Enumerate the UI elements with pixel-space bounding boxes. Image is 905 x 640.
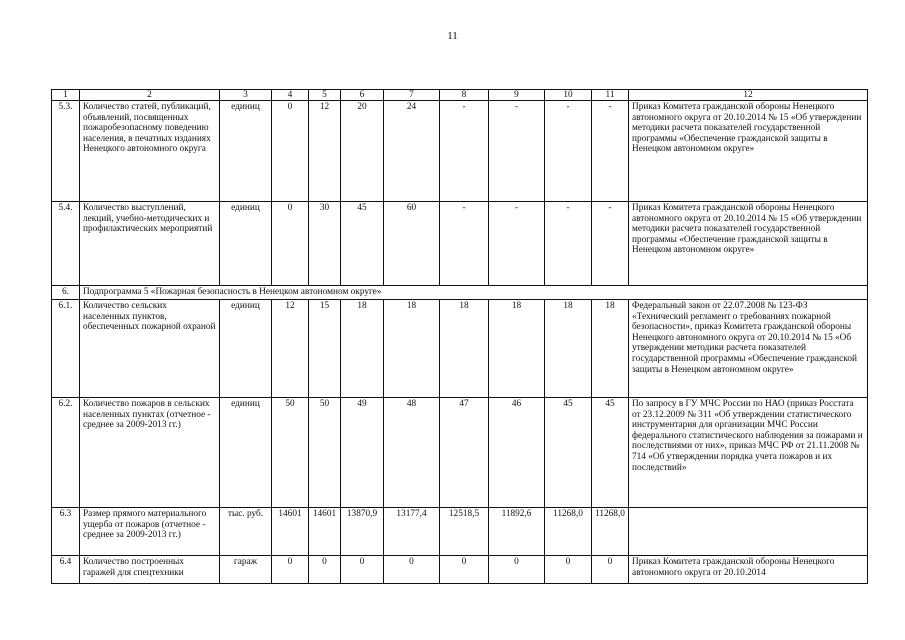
table-row xyxy=(52,202,868,286)
unit-cell: единиц xyxy=(220,300,272,398)
value-cell: 0 xyxy=(341,556,384,584)
source-document xyxy=(629,508,868,556)
source-document: Приказ Комитета гражданской обороны Ненецкого автономного округа от 20.10.2014 № 15 «Об утверждении методики расчета показателей государственной программы «Обеспечение гражданской защиты в Ненецком автономном округе» xyxy=(629,101,868,202)
row-number: 6.2. xyxy=(52,398,80,508)
col-header: 10 xyxy=(545,90,592,101)
indicator-name: Количество построенных гаражей для спецтехники xyxy=(80,556,220,584)
value-cell: 14601 xyxy=(309,508,341,556)
value-cell: - xyxy=(545,202,592,286)
col-header: 5 xyxy=(309,90,341,101)
value-cell: 12518,5 xyxy=(440,508,489,556)
value-cell: 24 xyxy=(384,101,440,202)
subprogram-row xyxy=(52,286,868,300)
value-cell: 18 xyxy=(384,300,440,398)
table-row xyxy=(52,556,868,584)
value-cell: 0 xyxy=(545,556,592,584)
col-header: 6 xyxy=(341,90,384,101)
value-cell: 18 xyxy=(341,300,384,398)
value-cell: 11268,0 xyxy=(545,508,592,556)
value-cell: 11892,6 xyxy=(489,508,545,556)
indicators-table xyxy=(51,89,868,584)
unit-cell: единиц xyxy=(220,202,272,286)
indicator-name: Количество сельских населенных пунктов, обеспеченных пожарной охраной xyxy=(80,300,220,398)
table-row xyxy=(52,508,868,556)
value-cell: 47 xyxy=(440,398,489,508)
indicator-name: Количество пожаров в сельских населенных пунктах (отчетное - среднее за 2009-2013 гг.) xyxy=(80,398,220,508)
value-cell: 20 xyxy=(341,101,384,202)
source-document: По запросу в ГУ МЧС России по НАО (приказ Росстата от 23.12.2009 № 311 «Об утверждении статистического инструментария для организации МЧС России федерального статистического наблюдения за пожарами и последствиями от них», приказ МЧС РФ от 21.11.2008 № 714 «Об утверждении порядка учета пожаров и их последствий» xyxy=(629,398,868,508)
unit-cell: единиц xyxy=(220,101,272,202)
value-cell: 13870,9 xyxy=(341,508,384,556)
value-cell: 0 xyxy=(489,556,545,584)
value-cell: - xyxy=(592,202,629,286)
value-cell: 0 xyxy=(384,556,440,584)
value-cell: 0 xyxy=(272,101,309,202)
unit-cell: единиц xyxy=(220,398,272,508)
value-cell: - xyxy=(489,202,545,286)
indicator-name: Размер прямого материального ущерба от пожаров (отчетное - среднее за 2009-2013 гг.) xyxy=(80,508,220,556)
value-cell: 48 xyxy=(384,398,440,508)
value-cell: 49 xyxy=(341,398,384,508)
col-header: 1 xyxy=(52,90,80,101)
indicator-name: Количество статей, публикаций, объявлений, посвященных пожаробезопасному поведению населения, в печатных изданиях Ненецкого автономного округа xyxy=(80,101,220,202)
value-cell: 46 xyxy=(489,398,545,508)
col-header: 7 xyxy=(384,90,440,101)
table-row xyxy=(52,300,868,398)
source-document: Приказ Комитета гражданской обороны Ненецкого автономного округа от 20.10.2014 № 15 «Об утверждении методики расчета показателей государственной программы «Обеспечение гражданской защиты в Ненецком автономном округе» xyxy=(629,202,868,286)
value-cell: 0 xyxy=(592,556,629,584)
col-header: 8 xyxy=(440,90,489,101)
col-header: 2 xyxy=(80,90,220,101)
value-cell: 60 xyxy=(384,202,440,286)
col-header: 11 xyxy=(592,90,629,101)
value-cell: 14601 xyxy=(272,508,309,556)
table-row xyxy=(52,398,868,508)
value-cell: 12 xyxy=(272,300,309,398)
value-cell: - xyxy=(440,202,489,286)
value-cell: 50 xyxy=(272,398,309,508)
indicator-name: Количество выступлений, лекций, учебно-методических и профилактических мероприятий xyxy=(80,202,220,286)
value-cell: 0 xyxy=(272,556,309,584)
unit-cell: гараж xyxy=(220,556,272,584)
value-cell: - xyxy=(545,101,592,202)
value-cell: 50 xyxy=(309,398,341,508)
value-cell: 13177,4 xyxy=(384,508,440,556)
col-header: 3 xyxy=(220,90,272,101)
value-cell: 15 xyxy=(309,300,341,398)
value-cell: 18 xyxy=(592,300,629,398)
value-cell: 0 xyxy=(272,202,309,286)
value-cell: 11268,0 xyxy=(592,508,629,556)
value-cell: 45 xyxy=(592,398,629,508)
value-cell: 45 xyxy=(341,202,384,286)
value-cell: 30 xyxy=(309,202,341,286)
source-document: Федеральный закон от 22.07.2008 № 123-ФЗ «Технический регламент о требованиях пожарной безопасности», приказ Комитета гражданской обороны Ненецкого автономного округа от 20.10.2014 № 15 «Об утверждении методики расчета показателей государственной программы «Обеспечение гражданской защиты в Ненецком автономном округе» xyxy=(629,300,868,398)
col-header: 4 xyxy=(272,90,309,101)
row-number: 5.4. xyxy=(52,202,80,286)
subprogram-title: Подпрограмма 5 «Пожарная безопасность в Ненецком автономном округе» xyxy=(80,286,868,300)
page-number: 11 xyxy=(447,30,458,42)
value-cell: 0 xyxy=(440,556,489,584)
value-cell: 18 xyxy=(489,300,545,398)
row-number: 6. xyxy=(52,286,80,300)
value-cell: 12 xyxy=(309,101,341,202)
value-cell: - xyxy=(489,101,545,202)
row-number: 6.3 xyxy=(52,508,80,556)
row-number: 6.1. xyxy=(52,300,80,398)
value-cell: 0 xyxy=(309,556,341,584)
row-number: 5.3. xyxy=(52,101,80,202)
value-cell: - xyxy=(440,101,489,202)
value-cell: 18 xyxy=(440,300,489,398)
table-header-row xyxy=(52,90,868,101)
value-cell: - xyxy=(592,101,629,202)
value-cell: 45 xyxy=(545,398,592,508)
table-row xyxy=(52,101,868,202)
col-header: 12 xyxy=(629,90,868,101)
value-cell: 18 xyxy=(545,300,592,398)
col-header: 9 xyxy=(489,90,545,101)
row-number: 6.4 xyxy=(52,556,80,584)
source-document: Приказ Комитета гражданской обороны Ненецкого автономного округа от 20.10.2014 xyxy=(629,556,868,584)
unit-cell: тыс. руб. xyxy=(220,508,272,556)
